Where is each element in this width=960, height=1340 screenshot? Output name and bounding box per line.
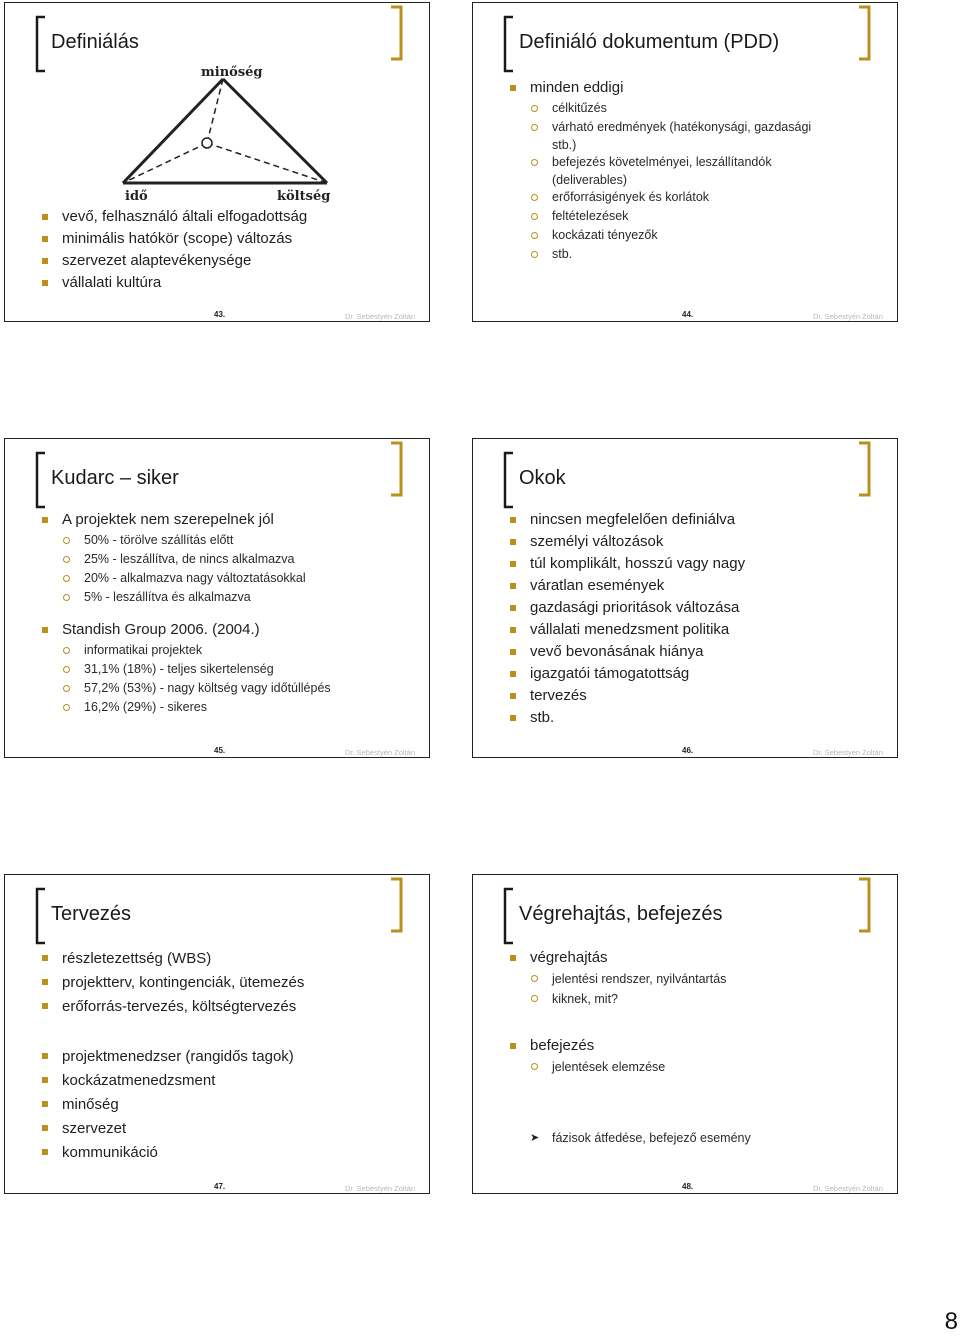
- sub-list-item: 5% - leszállítva és alkalmazva: [42, 588, 419, 607]
- slide-number: 47.: [214, 1182, 226, 1191]
- author-footer: Dr. Sebestyén Zoltán: [812, 748, 883, 757]
- list-item: erőforrás-tervezés, költségtervezés: [42, 995, 419, 1019]
- author-footer: Dr. Sebestyén Zoltán: [812, 312, 883, 321]
- bullet-list: [510, 947, 887, 1148]
- author-footer: Dr. Sebestyén Zoltán: [344, 1184, 415, 1193]
- slide-number: 45.: [214, 746, 226, 755]
- sub-list-item: jelentési rendszer, nyilvántartás: [510, 969, 887, 989]
- slide-48: [472, 874, 898, 1194]
- arrow-list-item-label: fázisok átfedése, befejező esemény: [552, 1131, 751, 1145]
- sub-list-item: erőforrásigények és korlátok: [510, 188, 887, 207]
- list-item: projektmenedzser (rangidős tagok): [42, 1045, 419, 1069]
- list-item: kockázatmenedzsment: [42, 1069, 419, 1093]
- list-item: minden eddigi: [510, 77, 887, 99]
- list-item: stb.: [510, 707, 887, 729]
- sub-list-item: stb.: [510, 245, 887, 264]
- list-item: végrehajtás: [510, 947, 887, 969]
- sub-list-item: feltételezések: [510, 207, 887, 226]
- list-item: minőség: [42, 1093, 419, 1117]
- sub-list-item: jelentések elemzése: [510, 1057, 887, 1077]
- bullet-list: [42, 947, 419, 1165]
- arrow-list-item: [510, 1129, 887, 1148]
- diagram-label-cost: költség: [277, 189, 331, 204]
- arrow-right-icon: ➤: [530, 1132, 540, 1144]
- bullet-list: [510, 509, 887, 729]
- list-item: részletezettség (WBS): [42, 947, 419, 971]
- sub-list-item: kiknek, mit?: [510, 989, 887, 1009]
- sub-list-item: 57,2% (53%) - nagy költség vagy időtúllépés: [42, 679, 419, 698]
- list-item: befejezés: [510, 1035, 887, 1057]
- author-footer: Dr. Sebestyén Zoltán: [344, 748, 415, 757]
- slide-number: 46.: [682, 746, 694, 755]
- sub-list-item: befejezés követelményei, leszállítandók: [510, 153, 887, 172]
- sub-list-item: várható eredmények (hatékonysági, gazdasági: [510, 118, 887, 137]
- slide-46: [472, 438, 898, 758]
- sub-list-item-cont: (deliverables): [552, 173, 628, 187]
- list-item: szervezet: [42, 1117, 419, 1141]
- list-item: vállalati kultúra: [42, 272, 419, 294]
- list-item: vevő, felhasználó általi elfogadottság: [42, 206, 419, 228]
- bullet-list: [42, 206, 419, 294]
- list-item: gazdasági prioritások változása: [510, 597, 887, 619]
- sub-list-item: 20% - alkalmazva nagy változtatásokkal: [42, 569, 419, 588]
- slide-number: 44.: [682, 310, 694, 319]
- sub-list-item-cont: stb.): [552, 138, 577, 152]
- slide-number: 48.: [682, 1182, 694, 1191]
- bullet-list: [510, 77, 887, 264]
- list-item: váratlan események: [510, 575, 887, 597]
- list-item: Standish Group 2006. (2004.): [42, 619, 419, 641]
- sub-list-item: 25% - leszállítva, de nincs alkalmazva: [42, 550, 419, 569]
- list-item: túl komplikált, hosszú vagy nagy: [510, 553, 887, 575]
- diagram-label-quality: minőség: [201, 65, 263, 80]
- page-number: 8: [944, 1308, 958, 1335]
- list-item: projektterv, kontingenciák, ütemezés: [42, 971, 419, 995]
- slide-47: [4, 874, 430, 1194]
- list-item: nincsen megfelelően definiálva: [510, 509, 887, 531]
- bullet-list: [42, 509, 419, 717]
- slide-45: [4, 438, 430, 758]
- sub-list-item: kockázati tényezők: [510, 226, 887, 245]
- list-item: személyi változások: [510, 531, 887, 553]
- triangle-diagram: [105, 55, 345, 205]
- sub-list-item: 50% - törölve szállítás előtt: [42, 531, 419, 550]
- list-item: kommunikáció: [42, 1141, 419, 1165]
- slide-title: Végrehajtás, befejezés: [519, 903, 723, 925]
- list-item: tervezés: [510, 685, 887, 707]
- slide-title: Okok: [519, 467, 566, 489]
- slide-title: Definiáló dokumentum (PDD): [519, 31, 780, 53]
- sub-list-item: 31,1% (18%) - teljes sikertelenség: [42, 660, 419, 679]
- sub-list-item: célkitűzés: [510, 99, 887, 118]
- slide-number: 43.: [214, 310, 226, 319]
- list-item: igazgatói támogatottság: [510, 663, 887, 685]
- slide-43: [4, 2, 430, 322]
- diagram-label-time: idő: [125, 189, 148, 204]
- list-item: szervezet alaptevékenysége: [42, 250, 419, 272]
- slide-title: Tervezés: [51, 903, 132, 925]
- list-item: vevő bevonásának hiánya: [510, 641, 887, 663]
- list-item: minimális hatókör (scope) változás: [42, 228, 419, 250]
- list-item: A projektek nem szerepelnek jól: [42, 509, 419, 531]
- sub-list-item: informatikai projektek: [42, 641, 419, 660]
- slide-title: Kudarc – siker: [51, 467, 179, 489]
- author-footer: Dr. Sebestyén Zoltán: [812, 1184, 883, 1193]
- sub-list-item: 16,2% (29%) - sikeres: [42, 698, 419, 717]
- slide-title: Definiálás: [51, 31, 139, 53]
- list-item: vállalati menedzsment politika: [510, 619, 887, 641]
- slide-44: [472, 2, 898, 322]
- author-footer: Dr. Sebestyén Zoltán: [344, 312, 415, 321]
